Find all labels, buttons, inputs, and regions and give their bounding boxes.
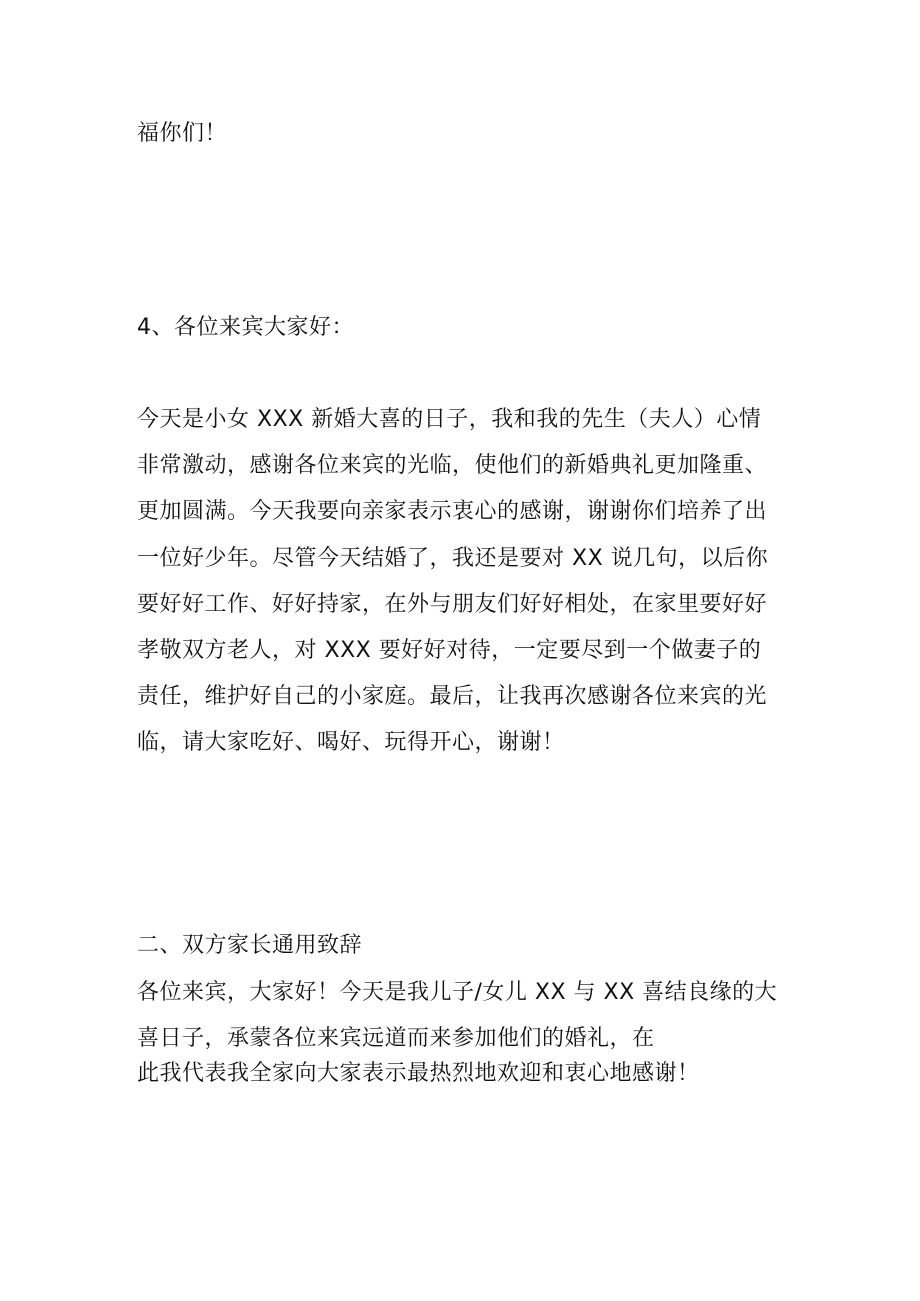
section-4-line: 孝敬双方老人，对 XXX 要好好对待，一定要尽到一个做妻子的 [137, 638, 762, 663]
section-2-line: 各位来宾，大家好！今天是我儿子/女儿 XX 与 XX 喜结良缘的大 [137, 980, 778, 1005]
section-4-line: 临，请大家吃好、喝好、玩得开心，谢谢！ [137, 730, 565, 755]
section-2-heading: 二、双方家长通用致辞 [137, 933, 363, 958]
section-4-line: 一位好少年。尽管今天结婚了，我还是要对 XX 说几句，以后你 [137, 546, 769, 571]
top-fragment-text: 福你们！ [137, 121, 228, 146]
section-4-line: 今天是小女 XXX 新婚大喜的日子，我和我的先生（夫人）心情 [137, 407, 762, 432]
section-2-line: 此我代表我全家向大家表示最热烈地欢迎和衷心地感谢！ [137, 1061, 700, 1086]
section-4-heading: 4、各位来宾大家好： [137, 315, 354, 340]
section-4-line: 要好好工作、好好持家，在外与朋友们好好相处，在家里要好好 [137, 592, 768, 617]
section-4-line: 更加圆满。今天我要向亲家表示衷心的感谢，谢谢你们培养了出 [137, 499, 768, 524]
section-4-line: 责任，维护好自己的小家庭。最后，让我再次感谢各位来宾的光 [137, 684, 768, 709]
section-4-line: 非常激动，感谢各位来宾的光临，使他们的新婚典礼更加隆重、 [137, 453, 768, 478]
section-2-line: 喜日子，承蒙各位来宾远道而来参加他们的婚礼，在 [137, 1026, 655, 1051]
